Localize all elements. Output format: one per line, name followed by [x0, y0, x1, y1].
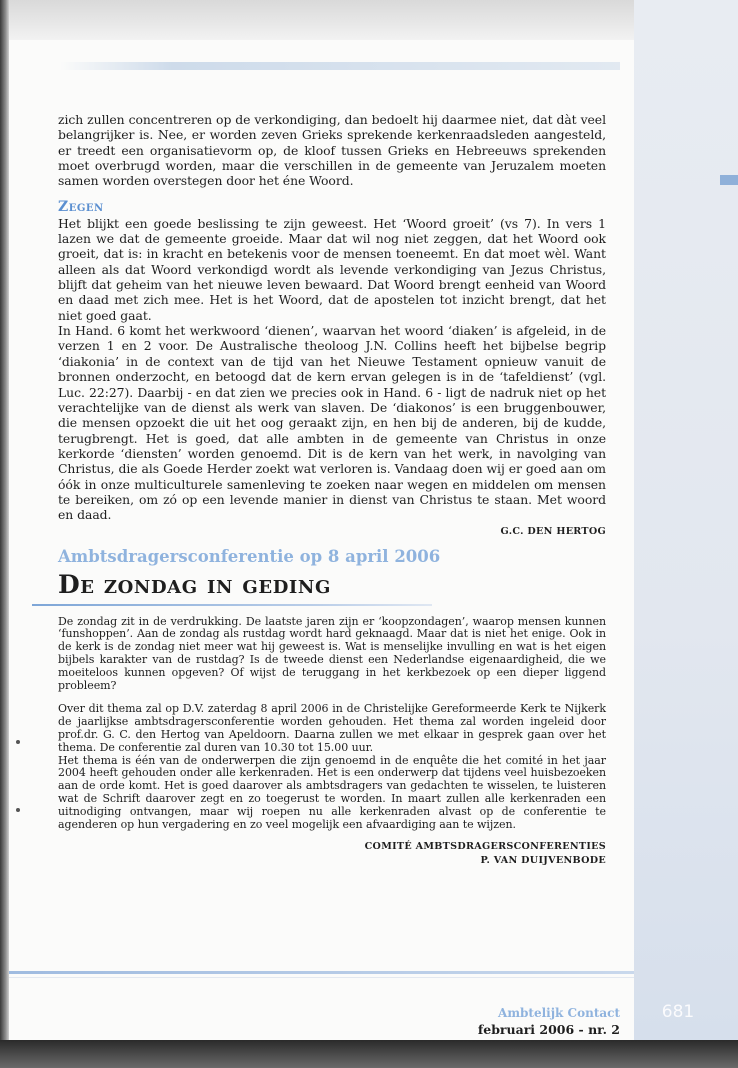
- margin-mark: [16, 740, 20, 744]
- announcement-kicker: Ambtsdragersconferentie op 8 april 2006: [58, 546, 441, 566]
- page-footer: [440, 1005, 620, 1039]
- margin-mark: [16, 808, 20, 812]
- footer-issue: februari 2006 - nr. 2: [477, 1022, 620, 1037]
- binding-shadow: [0, 0, 9, 1068]
- signature-name: P. VAN DUIJVENBODE: [480, 855, 606, 867]
- title-underline: [32, 604, 432, 606]
- footer-magazine-name: Ambtelijk Contact: [498, 1006, 620, 1020]
- announcement-paragraph: Het thema is één van de onderwerpen die zijn genoemd in de enquête die het comité in het jaar 2004 heeft gehouden onder alle kerkenraden. Het is een onderwerp dat tijdens veel huisbezoeken aan de orde komt. Het is goed daarover als ambtsdragers van gedachten te wisselen, te luisteren wat de Schrift daarover zegt en zo toegerust te worden. In maart zullen alle kerkenraden een uitnodiging ontvangen, maar wij roepen nu alle kerkenraden alvast op de conferentie te agenderen op hun vergadering en zo veel mogelijk een afvaardiging aan te wijzen.: [58, 753, 606, 831]
- top-decorative-rule: [60, 62, 620, 70]
- signature-organization: COMITÉ AMBTSDRAGERSCONFERENTIES: [364, 841, 606, 853]
- right-margin-tab: [720, 175, 738, 185]
- article-signature: G.C. DEN HERTOG: [500, 525, 606, 537]
- announcement-paragraph: De zondag zit in de verdrukking. De laatste jaren zijn er ‘koopzondagen’, waarop mensen kunnen ‘funshoppen’. Aan de zondag als rustdag wordt hard geknaagd. Maar dat is niet het enige. Ook in de kerk is de zondag niet meer wat hij geweest is. Wat is menselijke invulling en wat is het eigen bijbels karakter van de rustdag? Is de tweede dienst een Nederlandse eigenaardigheid, die we moeiteloos kunnen opgeven? Of wijst de teruggang in het kerkbezoek op een dieper liggend probleem?: [58, 614, 606, 692]
- announcement-paragraph: Over dit thema zal op D.V. zaterdag 8 april 2006 in de Christelijke Gereformeerde Kerk te Nijkerk de jaarlijkse ambtsdragersconferentie worden gehouden. Het thema zal worden ingeleid door prof.dr. G. C. den Hertog van Apeldoorn. Daarna zullen we met elkaar in gesprek gaan over het thema. De conferentie zal duren van 10.30 tot 15.00 uur.: [58, 702, 606, 754]
- announcement-body: [58, 616, 606, 832]
- right-margin-strip: [634, 0, 738, 1040]
- section-heading-zegen: Zegen: [58, 198, 104, 215]
- intro-paragraph: zich zullen concentreren op de verkondiging, dan bedoelt hij daarmee niet, dat dàt veel belangrijker is. Nee, er worden zeven Grieks sprekende kerkenraadsleden aangesteld, er treedt een organisatievorm op, de kloof tussen Grieks en Hebreeuws sprekenden moet overbrugd worden, maar die verschillen in de gemeente van Jeruzalem moeten samen worden overstegen door het éne Woord.: [58, 112, 606, 189]
- page-number: 681: [661, 1002, 695, 1022]
- article-column: [58, 112, 606, 868]
- top-band: [9, 0, 738, 40]
- article-paragraph: In Hand. 6 komt het werkwoord ‘dienen’, waarvan het woord ‘diaken’ is afgeleid, in de verzen 1 en 2 voor. De Australische theoloog J.N. Collins heeft het bijbelse begrip ‘diakonia’ in de context van de tijd van het Nieuwe Testament opnieuw vanuit de bronnen onderzocht, en betoogd dat de kern ervan gelegen is in de ‘tafeldienst’ (vgl. Luc. 22:27). Daarbij - en dat zien we precies ook in Hand. 6 - ligt de nadruk niet op het verachtelijke van de dienst als werk van slaven. De ‘diakonos’ is een bruggenbouwer, die mensen opzoekt die uit het oog geraakt zijn, en hen bij de anderen, bij de kudde, terugbrengt. Het is goed, dat alle ambten in de gemeente van Christus in onze kerkorde ‘diensten’ worden genoemd. Dit is de kern van het werk, in navolging van Christus, die als Goede Herder zoekt wat verloren is. Vandaag doen wij er goed aan om óók in onze multiculturele samenleving te zoeken naar wegen en middelen om mensen te bereiken, om zó op een levende manier in dienst van Christus te staan. Met woord en daad.: [58, 323, 606, 523]
- article-paragraph: Het blijkt een goede beslissing te zijn geweest. Het ‘Woord groeit’ (vs 7). In vers 1 lazen we dat de gemeente groeide. Maar dat wil nog niet zeggen, dat het Woord ook groeit, dat is: in kracht en betekenis voor de mensen toeneemt. En dat moet wèl. Want alleen als dat Woord verkondigd wordt als levende verkondiging van Jezus Christus, blijft dat geheim van het nieuwe leven bewaard. Dat Woord brengt eenheid van Woord en daad met zich mee. Het is het Woord, dat de apostelen tot inzicht brengt, dat het niet goed gaat.: [58, 215, 606, 323]
- scan-bottom-edge: [0, 1040, 738, 1068]
- announcement-title: De zondag in geding: [58, 569, 331, 599]
- footer-rule: [9, 971, 634, 974]
- footer-rule-thin: [9, 977, 634, 978]
- announcement-signature: [58, 840, 606, 868]
